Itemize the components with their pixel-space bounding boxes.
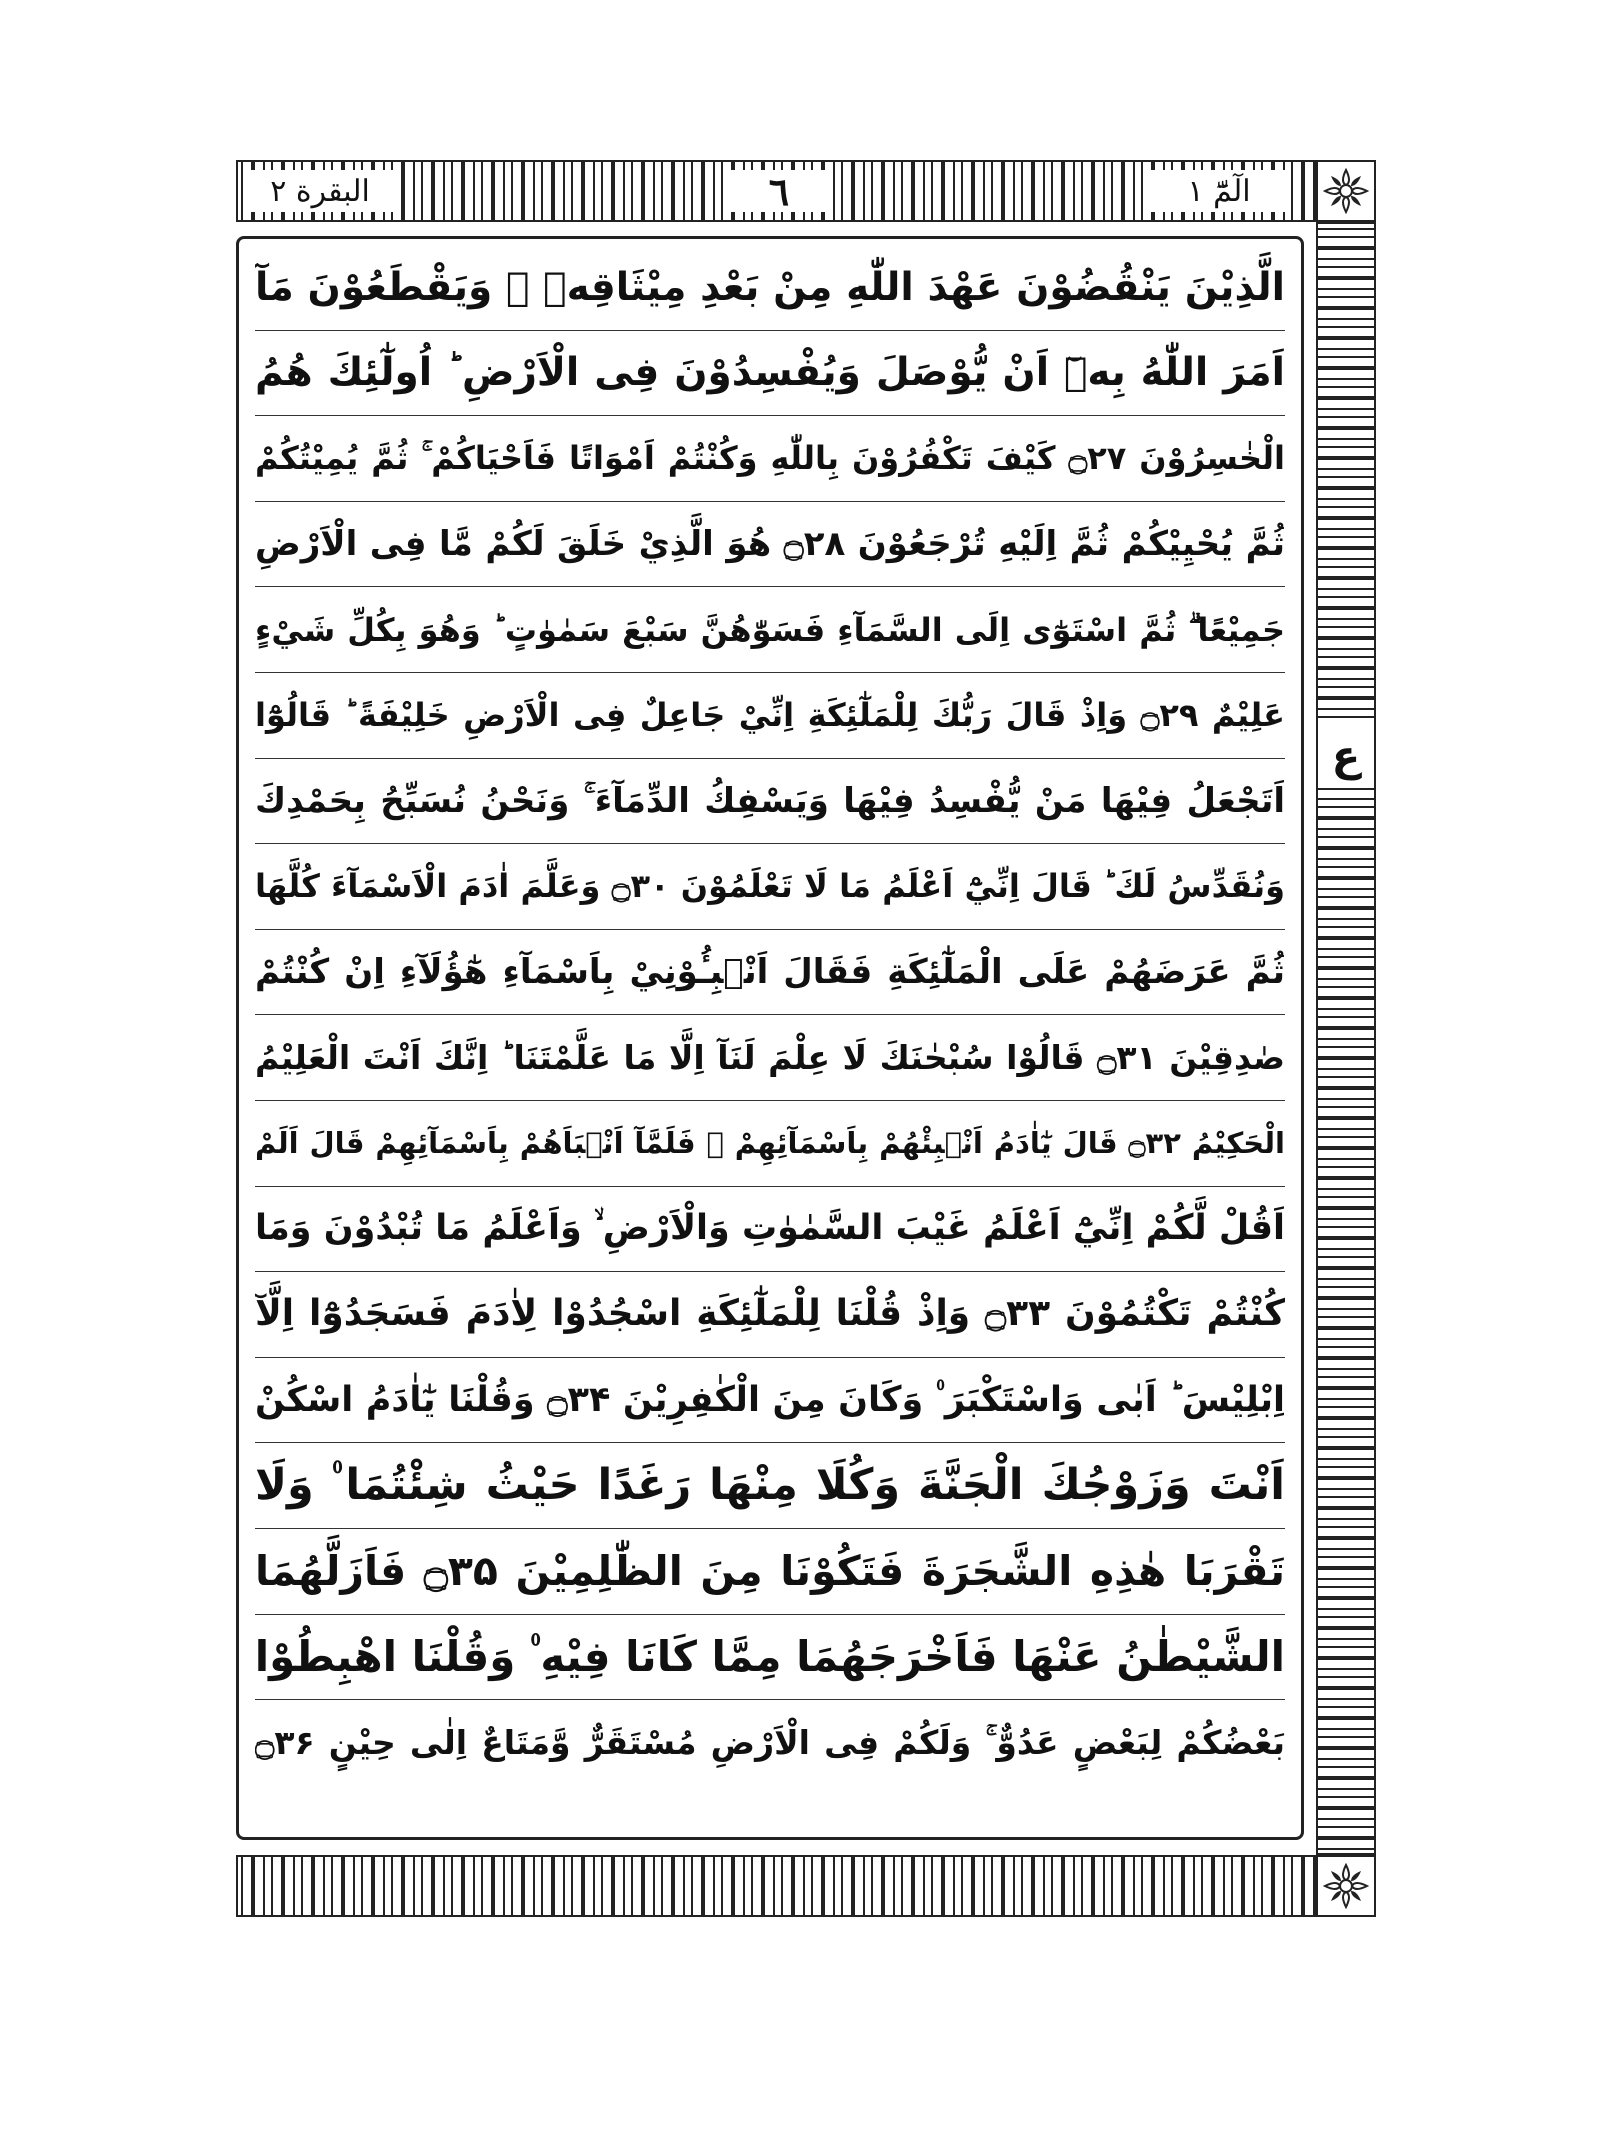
text-line: كُنْتُمْ تَكْتُمُوْنَ ۝۳۳ وَاِذْ قُلْنَا لِلْمَلٰٓئِكَةِ اسْجُدُوْا لِاٰدَمَ فَسَجَدُوْٓا اِلَّآ xyxy=(255,1272,1285,1358)
page-number: ٦ xyxy=(730,170,828,212)
right-border-strip xyxy=(1316,222,1376,1855)
text-line: ثُمَّ عَرَضَهُمْ عَلَى الْمَلٰٓئِكَةِ فَقَالَ اَنْۢبِـُٔوْنِيْ بِاَسْمَآءِ هٰٓؤُلَآءِ اِنْ كُنْتُمْ xyxy=(255,930,1285,1016)
text-line: تَقْرَبَا هٰذِهِ الشَّجَرَةَ فَتَكُوْنَا مِنَ الظّٰلِمِيْنَ ۝۳۵ فَاَزَلَّهُمَا xyxy=(255,1529,1285,1615)
flower-ornament-icon xyxy=(1323,1863,1369,1909)
ruku-marker: ع xyxy=(1318,722,1374,788)
text-line: الْخٰسِرُوْنَ ۝۲۷ كَيْفَ تَكْفُرُوْنَ بِاللّٰهِ وَكُنْتُمْ اَمْوَاتًا فَاَحْيَاكُمْ ۚ ثُمَّ يُمِيْتُكُمْ xyxy=(255,416,1285,502)
text-line: وَنُقَدِّسُ لَكَ ؕ قَالَ اِنِّيْٓ اَعْلَمُ مَا لَا تَعْلَمُوْنَ ۝۳۰ وَعَلَّمَ اٰدَمَ الْاَسْمَآءَ كُلَّهَا xyxy=(255,844,1285,930)
text-line: صٰدِقِيْنَ ۝۳۱ قَالُوْا سُبْحٰنَكَ لَا عِلْمَ لَنَآ اِلَّا مَا عَلَّمْتَنَا ؕ اِنَّكَ اَنْتَ الْعَلِيْمُ xyxy=(255,1015,1285,1101)
text-line: الَّذِيْنَ يَنْقُضُوْنَ عَهْدَ اللّٰهِ مِنْ بَعْدِ مِيْثَاقِهٖ ۠ وَيَقْطَعُوْنَ مَآ xyxy=(255,245,1285,331)
surah-label: البقرة ۲ xyxy=(246,170,394,212)
text-line: الْحَكِيْمُ ۝۳۲ قَالَ يٰٓاٰدَمُ اَنْۢبِئْهُمْ بِاَسْمَآئِهِمْ ۚ فَلَمَّآ اَنْۢبَاَهُمْ بِاَسْمَآئِهِمْ قَالَ اَلَمْ xyxy=(255,1101,1285,1187)
flower-ornament-icon xyxy=(1323,168,1369,214)
text-line: اَنْتَ وَزَوْجُكَ الْجَنَّةَ وَكُلَا مِنْهَا رَغَدًا حَيْثُ شِئْتُمَا ۠ وَلَا xyxy=(255,1443,1285,1529)
text-line: عَلِيْمٌ ۝۲۹ وَاِذْ قَالَ رَبُّكَ لِلْمَلٰٓئِكَةِ اِنِّيْ جَاعِلٌ فِى الْاَرْضِ خَلِيْفَةً ؕ قَالُوْٓا xyxy=(255,673,1285,759)
text-line: اَمَرَ اللّٰهُ بِهٖٓ اَنْ يُّوْصَلَ وَيُفْسِدُوْنَ فِى الْاَرْضِ ؕ اُولٰٓئِكَ هُمُ xyxy=(255,331,1285,417)
corner-ornament-bottom xyxy=(1316,1855,1376,1917)
bottom-border-strip xyxy=(236,1855,1316,1917)
text-line: ثُمَّ يُحْيِيْكُمْ ثُمَّ اِلَيْهِ تُرْجَعُوْنَ ۝۲۸ هُوَ الَّذِيْ خَلَقَ لَكُمْ مَّا فِى الْاَرْضِ xyxy=(255,502,1285,588)
text-line: جَمِيْعًا ۗ ثُمَّ اسْتَوٰٓى اِلَى السَّمَآءِ فَسَوّٰهُنَّ سَبْعَ سَمٰوٰتٍ ؕ وَهُوَ بِكُلِّ شَيْءٍ xyxy=(255,587,1285,673)
text-line: بَعْضُكُمْ لِبَعْضٍ عَدُوٌّ ۚ وَلَكُمْ فِى الْاَرْضِ مُسْتَقَرٌّ وَّمَتَاعٌ اِلٰى حِيْنٍ ۝۳۶ xyxy=(255,1723,1285,1763)
corner-ornament-top xyxy=(1316,160,1376,222)
text-line: اَتَجْعَلُ فِيْهَا مَنْ يُّفْسِدُ فِيْهَا وَيَسْفِكُ الدِّمَآءَ ۚ وَنَحْنُ نُسَبِّحُ بِحَمْدِكَ xyxy=(255,759,1285,845)
text-line: اِبْلِيْسَ ؕ اَبٰى وَاسْتَكْبَرَ ۠ وَكَانَ مِنَ الْكٰفِرِيْنَ ۝۳۴ وَقُلْنَا يٰٓاٰدَمُ اسْكُنْ xyxy=(255,1358,1285,1444)
quran-text-frame xyxy=(236,236,1304,1840)
juz-label: الٓمّٓ ۱ xyxy=(1150,170,1288,212)
text-line: الشَّيْطٰنُ عَنْهَا فَاَخْرَجَهُمَا مِمَّا كَانَا فِيْهِ ۠ وَقُلْنَا اهْبِطُوْا xyxy=(255,1615,1285,1701)
text-line: اَقُلْ لَّكُمْ اِنِّيْٓ اَعْلَمُ غَيْبَ السَّمٰوٰتِ وَالْاَرْضِ ۙ وَاَعْلَمُ مَا تُبْدُوْنَ وَمَا xyxy=(255,1187,1285,1273)
